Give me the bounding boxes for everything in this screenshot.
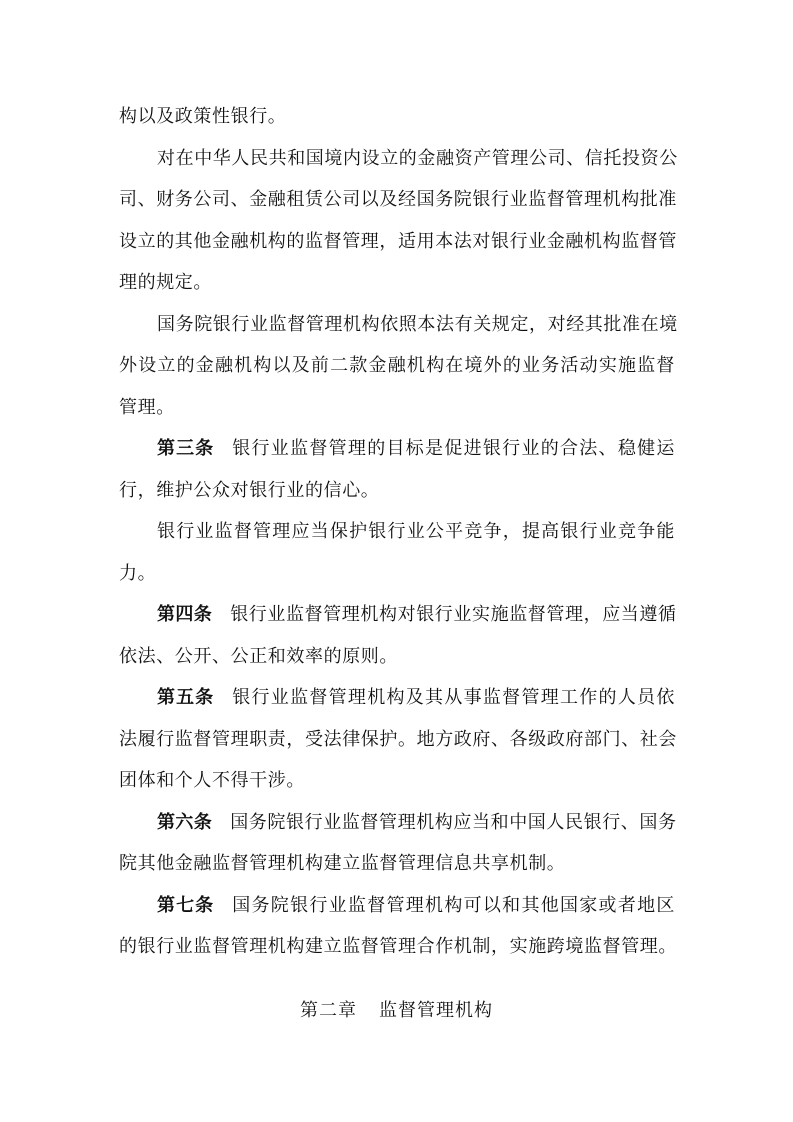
- article-first-line: [119, 802, 675, 844]
- text-line: 依法、公开、公正和效率的原则。: [119, 645, 398, 667]
- article-label: 第四条: [157, 604, 213, 625]
- text-line: 司、财务公司、金融租赁公司以及经国务院银行业监督管理机构批准: [119, 189, 677, 210]
- article-text: 国务院银行业监督管理机构应当和中国人民银行、国务: [230, 811, 677, 833]
- article-text: 国务院银行业监督管理机构可以和其他国家或者地区: [232, 894, 675, 916]
- chapter-number: 第二章: [300, 1000, 357, 1021]
- paragraph-overseas-supervision: [119, 304, 678, 429]
- article-label: 第六条: [157, 811, 213, 833]
- text-line: 团体和个人不得干涉。: [119, 770, 305, 791]
- document-body: [119, 96, 678, 968]
- text-line: 力。: [119, 562, 157, 584]
- text-line: 管理。: [119, 396, 175, 418]
- article-7: [119, 885, 675, 968]
- article-text: 银行业监督管理的目标是促进银行业的合法、稳健运: [232, 438, 675, 459]
- text-line: 构以及政策性银行。: [119, 106, 287, 127]
- text-line: 院其他金融监督管理机构建立监督管理信息共享机制。: [119, 853, 566, 874]
- article-label: 第五条: [157, 687, 215, 708]
- text-line: 行，维护公众对银行业的信心。: [119, 479, 380, 501]
- text-line: 国务院银行业监督管理机构依照本法有关规定，对经其批准在境: [157, 313, 678, 335]
- text-line: 外设立的金融机构以及前二款金融机构在境外的业务活动实施监督: [119, 355, 675, 376]
- article-text: 银行业监督管理机构及其从事监督管理工作的人员依: [232, 687, 675, 708]
- article-4: [119, 594, 675, 677]
- text-line: 对在中华人民共和国境内设立的金融资产管理公司、信托投资公: [157, 147, 678, 169]
- chapter-heading: [0, 990, 793, 1032]
- article-label: 第七条: [157, 894, 215, 916]
- article-5: [119, 677, 675, 802]
- article-3: [119, 428, 675, 511]
- paragraph-intro-continuation: [119, 96, 675, 138]
- article-text: 银行业监督管理机构对银行业实施监督管理，应当遵循: [230, 604, 677, 625]
- article-first-line: [119, 428, 675, 470]
- article-first-line: [119, 885, 675, 927]
- article-first-line: [119, 594, 675, 636]
- text-line: 的银行业监督管理机构建立监督管理合作机制，实施跨境监督管理。: [119, 936, 677, 957]
- text-line: 法履行监督管理职责，受法律保护。地方政府、各级政府部门、社会: [119, 728, 677, 750]
- text-line: 理的规定。: [119, 272, 212, 293]
- article-6: [119, 802, 675, 885]
- article-label: 第三条: [157, 438, 215, 459]
- chapter-title: 监督管理机构: [379, 1000, 493, 1021]
- paragraph-other-institutions: [119, 138, 678, 304]
- article-3-paragraph-2: [119, 511, 675, 594]
- text-line: 银行业监督管理应当保护银行业公平竞争，提高银行业竞争能: [157, 521, 675, 542]
- article-first-line: [119, 677, 675, 719]
- text-line: 设立的其他金融机构的监督管理，适用本法对银行业金融机构监督管: [119, 230, 677, 252]
